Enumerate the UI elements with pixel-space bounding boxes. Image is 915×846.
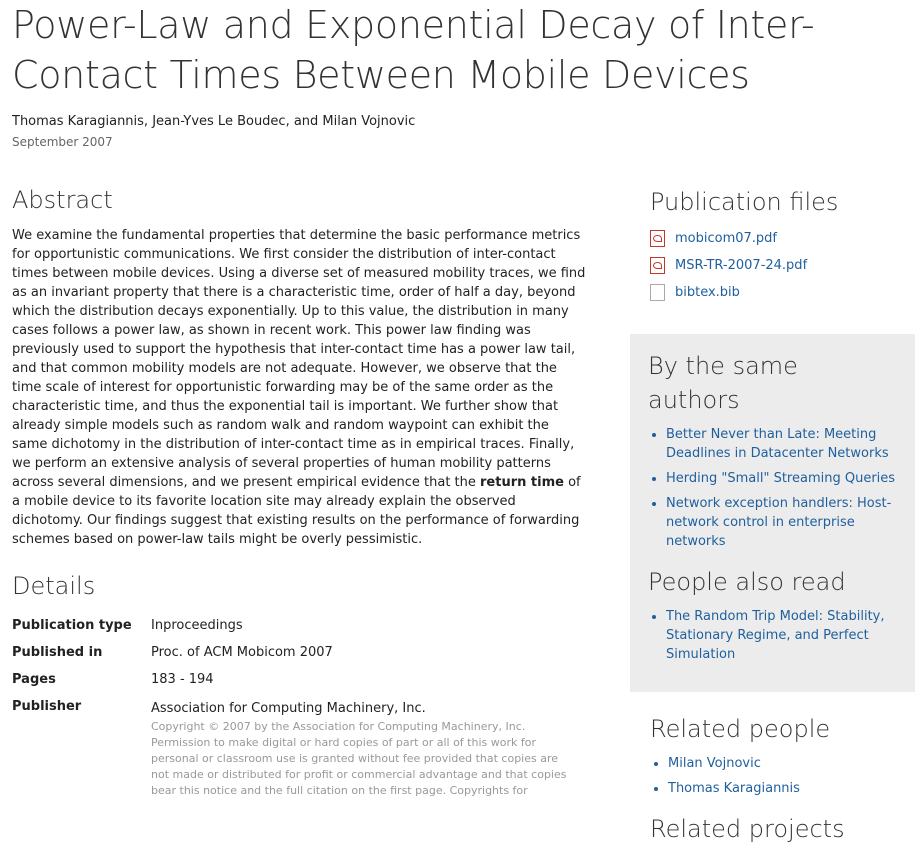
- sidebar: [630, 185, 915, 846]
- abstract-text-part-1: We examine the fundamental properties that determine the basic performance metrics for opportunistic communications. We first consider the distribution of inter-contact times between mobile devices. Using a diverse set of measured mobility traces, we find as an invariant property that there is a characteristic time, order of half a day, beyond which the distribution decays exponentially. Up to this value, the distribution in many cases follows a power law, as shown in recent work. This power law finding was previously used to support the hypothesis that inter-contact time has a power law tail, and that common mobility models are not adequate. However, we observe that the time scale of interest for opportunistic forwarding may be of the same order as the characteristic time, and thus the exponential tail is important. We further show that already simple models such as random walk and random waypoint can exhibit the same dichotomy in the distribution of inter-contact time as in empirical traces. Finally, we perform an extensive analysis of several properties of human mobility patterns across several dimensions, and we present empirical evidence that the: [12, 228, 586, 490]
- same-authors-link[interactable]: Network exception handlers: Host-network control in enterprise networks: [666, 496, 892, 549]
- file-link-msr-tr[interactable]: MSR-TR-2007-24.pdf: [675, 258, 808, 273]
- publication-files-section: [630, 185, 915, 312]
- details-key: Publication type: [12, 618, 132, 633]
- people-also-read-heading: People also read: [648, 568, 846, 596]
- pdf-file-icon: [650, 230, 665, 247]
- file-item: [650, 231, 895, 258]
- file-icon: [650, 284, 665, 301]
- related-projects-heading: Related projects: [650, 815, 845, 843]
- same-authors-link[interactable]: Herding "Small" Streaming Queries: [666, 471, 896, 486]
- main-content: [12, 183, 587, 799]
- authors: Thomas Karagiannis, Jean-Yves Le Boudec, and Milan Vojnovic: [12, 114, 416, 129]
- related-people-heading: Related people: [650, 715, 831, 743]
- list-item: [666, 425, 897, 463]
- details-value: Inproceedings: [151, 618, 243, 633]
- abstract-text: [12, 226, 587, 549]
- related-person-link[interactable]: Thomas Karagiannis: [668, 781, 800, 796]
- abstract-bold-term: return time: [480, 475, 564, 490]
- page-title: Power-Law and Exponential Decay of Inter-Contact Times Between Mobile Devices: [12, 3, 815, 97]
- file-link-mobicom07[interactable]: mobicom07.pdf: [675, 231, 778, 246]
- related-projects-section: [630, 812, 915, 846]
- details-key: Published in: [12, 645, 103, 660]
- copyright-notice: Copyright © 2007 by the Association for Computing Machinery, Inc. Permission to make digital or hard copies of part or all of this work for personal or classroom use is granted without fee provided that copies are not made or distributed for profit or commercial advantage and that copies bear this notice and the full citation on the first page. Copyrights for: [151, 720, 567, 797]
- details-row: [12, 618, 571, 645]
- file-link-bibtex[interactable]: bibtex.bib: [675, 285, 740, 300]
- details-row: [12, 699, 571, 799]
- file-item: [650, 258, 895, 285]
- list-item: [666, 494, 897, 551]
- details-row: [12, 645, 571, 672]
- details-row: [12, 672, 571, 699]
- details-value: 183 - 194: [151, 672, 214, 687]
- list-item: [668, 779, 895, 798]
- related-person-link[interactable]: Milan Vojnovic: [668, 756, 761, 771]
- list-item: [668, 754, 895, 773]
- list-item: [666, 469, 897, 488]
- related-people-section: [630, 712, 915, 798]
- publication-date: September 2007: [12, 135, 113, 149]
- publication-files-list: [650, 231, 895, 312]
- abstract-text-part-2: of a mobile device to its favorite location site may already explain the observed dichotomy. Our findings suggest that existing results on the performance of forwarding schemes based on power-law tails might be overly pessimistic.: [12, 475, 581, 547]
- list-item: [666, 607, 897, 664]
- details-key: Pages: [12, 672, 56, 687]
- publication-files-heading: Publication files: [650, 188, 839, 216]
- details-value: [151, 699, 571, 799]
- details-value: Proc. of ACM Mobicom 2007: [151, 645, 333, 660]
- related-people-list: [650, 754, 895, 798]
- details-table: [12, 618, 571, 799]
- people-also-read-list: [648, 607, 897, 664]
- same-authors-heading: By the same authors: [648, 352, 798, 414]
- publisher-name: Association for Computing Machinery, Inc.: [151, 701, 426, 716]
- same-authors-list: [648, 425, 897, 551]
- details-key: Publisher: [12, 699, 82, 714]
- abstract-heading: Abstract: [12, 186, 113, 214]
- also-read-link[interactable]: The Random Trip Model: Stability, Stationary Regime, and Perfect Simulation: [666, 609, 885, 662]
- file-item: [650, 285, 895, 312]
- related-publications-box: [630, 334, 915, 692]
- pdf-file-icon: [650, 257, 665, 274]
- same-authors-link[interactable]: Better Never than Late: Meeting Deadlines in Datacenter Networks: [666, 427, 889, 461]
- details-heading: Details: [12, 572, 96, 600]
